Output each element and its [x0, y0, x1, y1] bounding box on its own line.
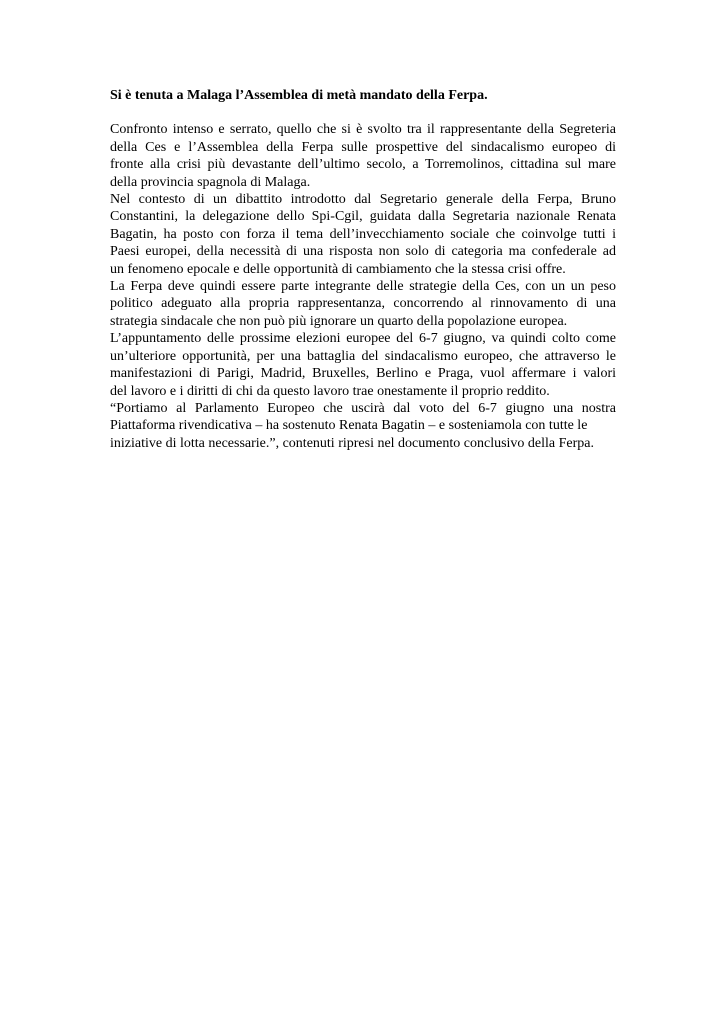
text-line: Confronto intenso e serrato, quello che si è svolto tra il rappresentante della Segreteria	[110, 122, 616, 138]
document-page	[110, 87, 616, 452]
text-line: del lavoro e i diritti di chi da questo lavoro trae onestamente il proprio reddito.	[110, 383, 550, 399]
paragraph-2	[110, 191, 616, 278]
paragraph-1	[110, 121, 616, 191]
text-line: della Ces e l’Assemblea della Ferpa sulle prospettive del sindacalismo europeo di	[110, 139, 616, 155]
paragraph-5	[110, 400, 616, 452]
document-title: Si è tenuta a Malaga l’Assemblea di metà mandato della Ferpa.	[110, 88, 488, 103]
text-line: strategia sindacale che non può più ignorare un quarto della popolazione europea.	[110, 313, 568, 329]
text-line: Nel contesto di un dibattito introdotto dal Segretario generale della Ferpa, Bruno	[110, 192, 616, 208]
paragraph-4	[110, 330, 616, 400]
text-line: “Portiamo al Parlamento Europeo che uscirà dal voto del 6-7 giugno una nostra	[110, 400, 616, 416]
text-line: un’ulteriore opportunità, per una battaglia del sindacalismo europeo, che attraverso le	[110, 348, 616, 364]
text-line: Bagatin, ha posto con forza il tema dell’invecchiamento sociale che coinvolge tutti i	[110, 226, 616, 242]
text-line: iniziative di lotta necessarie.”, contenuti ripresi nel documento conclusivo della Ferpa.	[110, 435, 595, 451]
text-line: Paesi europei, della necessità di una risposta non solo di categoria ma confederale ad	[110, 244, 616, 260]
text-line: manifestazioni di Parigi, Madrid, Bruxelles, Berlino e Praga, vuol affermare i valori	[110, 366, 616, 382]
paragraph-3	[110, 278, 616, 330]
text-line: fronte alla crisi più devastante dell’ultimo secolo, a Torremolinos, cittadina sul mare	[110, 157, 616, 173]
text-line: La Ferpa deve quindi essere parte integrante delle strategie della Ces, con un un peso	[110, 279, 616, 295]
text-line: L’appuntamento delle prossime elezioni europee del 6-7 giugno, va quindi colto come	[110, 331, 616, 347]
text-line: politico adeguato alla propria rappresentanza, concorrendo al rinnovamento di una	[110, 296, 616, 312]
text-line: Piattaforma rivendicativa – ha sostenuto Renata Bagatin – e sosteniamola con tutte le	[110, 418, 588, 434]
text-line: Constantini, la delegazione dello Spi-Cgil, guidata dalla Segretaria nazionale Renata	[110, 209, 616, 225]
text-line: della provincia spagnola di Malaga.	[110, 174, 311, 190]
text-line: un fenomeno epocale e delle opportunità di cambiamento che la stessa crisi offre.	[110, 261, 566, 277]
